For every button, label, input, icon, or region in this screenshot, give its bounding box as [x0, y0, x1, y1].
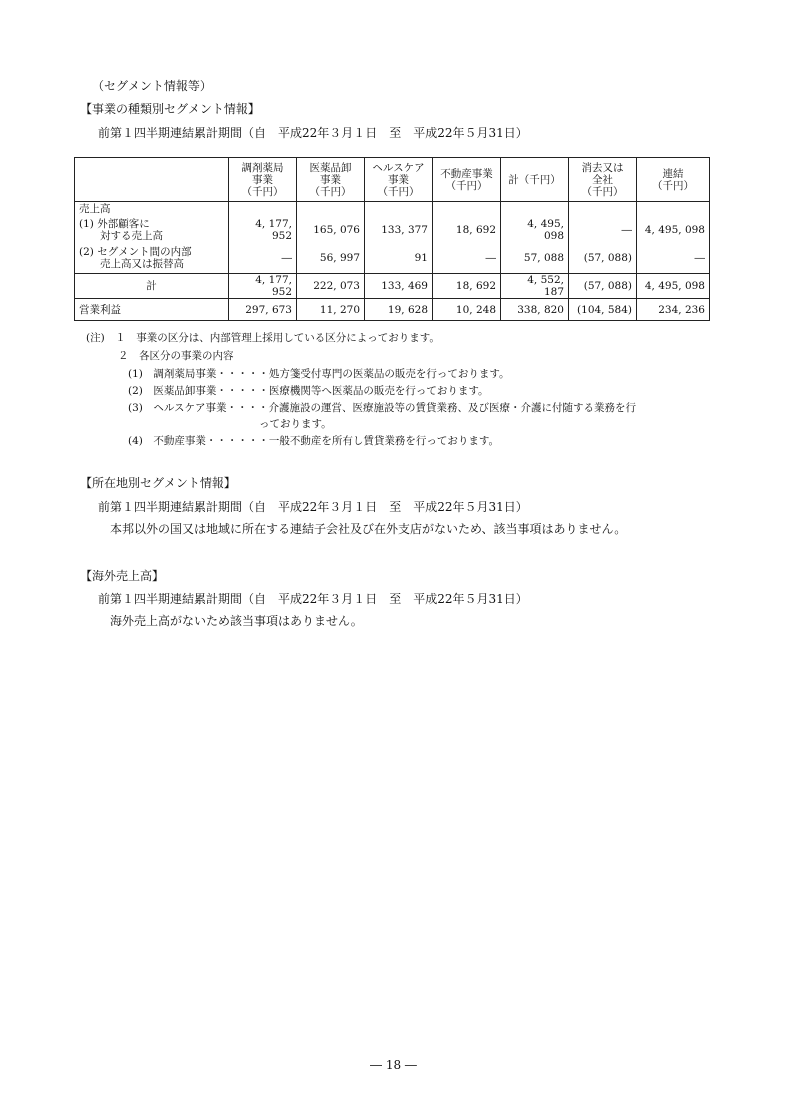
business-segment-heading: 【事業の種類別セグメント情報】: [80, 102, 260, 116]
col-header-dispensing: 調剤薬局 事業 （千円）: [229, 158, 297, 202]
table-cell: 57, 088: [501, 244, 569, 274]
table-cell: 10, 248: [433, 299, 501, 321]
table-cell: ―: [637, 244, 710, 274]
note-item-3-cont: っております。: [259, 418, 332, 430]
table-cell: 19, 628: [365, 299, 433, 321]
col-header-realestate: 不動産事業 （千円）: [433, 158, 501, 202]
table-cell: 222, 073: [297, 274, 365, 299]
table-row: [75, 244, 710, 274]
table-cell: (57, 088): [569, 244, 637, 274]
table-cell: 11, 270: [297, 299, 365, 321]
table-row: [75, 274, 710, 299]
row-label-total: 計: [75, 274, 229, 299]
table-cell: 4, 177, 952: [229, 274, 297, 299]
table-cell: 297, 673: [229, 299, 297, 321]
header-blank-cell: [75, 158, 229, 202]
col-header-total: 計（千円）: [501, 158, 569, 202]
col-header-consolidated: 連結 （千円）: [637, 158, 710, 202]
note-1: (注) １ 事業の区分は、内部管理上採用している区分によっております。: [86, 332, 440, 344]
row-label-external-sales: (1) 外部顧客に 対する売上高: [75, 216, 229, 244]
table-row: [75, 216, 710, 244]
overseas-sales-body: 海外売上高がないため該当事項はありません。: [110, 614, 363, 628]
table-cell: 56, 997: [297, 244, 365, 274]
overseas-sales-period: 前第１四半期連結累計期間（自 平成22年３月１日 至 平成22年５月31日）: [98, 592, 528, 606]
section-title: （セグメント情報等）: [92, 79, 212, 93]
page-number: ― 18 ―: [370, 1058, 417, 1072]
table-cell: 133, 469: [365, 274, 433, 299]
table-cell: 4, 495, 098: [637, 216, 710, 244]
note-item-2: (2) 医薬品卸事業・・・・・医療機関等へ医薬品の販売を行っております。: [128, 385, 489, 397]
table-cell: (57, 088): [569, 274, 637, 299]
business-segment-period: 前第１四半期連結累計期間（自 平成22年３月１日 至 平成22年５月31日）: [98, 126, 528, 140]
sales-label-row: [75, 202, 710, 216]
table-cell: 18, 692: [433, 274, 501, 299]
table-cell: 4, 177, 952: [229, 216, 297, 244]
note-item-3: (3) ヘルスケア事業・・・・介護施設の運営、医療施設等の賃貸業務、及び医療・介護に付随する業務を行: [128, 402, 637, 414]
col-header-healthcare: ヘルスケア 事業 （千円）: [365, 158, 433, 202]
table-cell: 91: [365, 244, 433, 274]
location-segment-heading: 【所在地別セグメント情報】: [80, 476, 236, 490]
table-header-row: [75, 158, 710, 202]
col-header-wholesale: 医薬品卸 事業 （千円）: [297, 158, 365, 202]
table-cell: 4, 495, 098: [637, 274, 710, 299]
note-item-1: (1) 調剤薬局事業・・・・・処方箋受付専門の医薬品の販売を行っております。: [128, 368, 510, 380]
table-cell: 234, 236: [637, 299, 710, 321]
note-item-4: (4) 不動産事業・・・・・・一般不動産を所有し賃貸業務を行っております。: [128, 435, 500, 447]
col-header-elimination: 消去又は 全社 （千円）: [569, 158, 637, 202]
location-segment-body: 本邦以外の国又は地域に所在する連結子会社及び在外支店がないため、該当事項はありません。: [110, 522, 627, 536]
table-row: [75, 299, 710, 321]
table-cell: (104, 584): [569, 299, 637, 321]
table-cell: ―: [229, 244, 297, 274]
row-label-operating-income: 営業利益: [75, 299, 229, 321]
table-cell: 4, 495, 098: [501, 216, 569, 244]
table-cell: 18, 692: [433, 216, 501, 244]
row-label-intersegment-sales: (2) セグメント間の内部 売上高又は振替高: [75, 244, 229, 274]
table-cell: ―: [569, 216, 637, 244]
note-2: ２ 各区分の事業の内容: [118, 350, 234, 362]
table-cell: 165, 076: [297, 216, 365, 244]
table-cell: 338, 820: [501, 299, 569, 321]
location-segment-period: 前第１四半期連結累計期間（自 平成22年３月１日 至 平成22年５月31日）: [98, 500, 528, 514]
table-cell: 4, 552, 187: [501, 274, 569, 299]
business-segment-table: [74, 157, 710, 321]
sales-label: 売上高: [75, 202, 229, 216]
overseas-sales-heading: 【海外売上高】: [80, 569, 165, 583]
table-cell: 133, 377: [365, 216, 433, 244]
table-cell: ―: [433, 244, 501, 274]
